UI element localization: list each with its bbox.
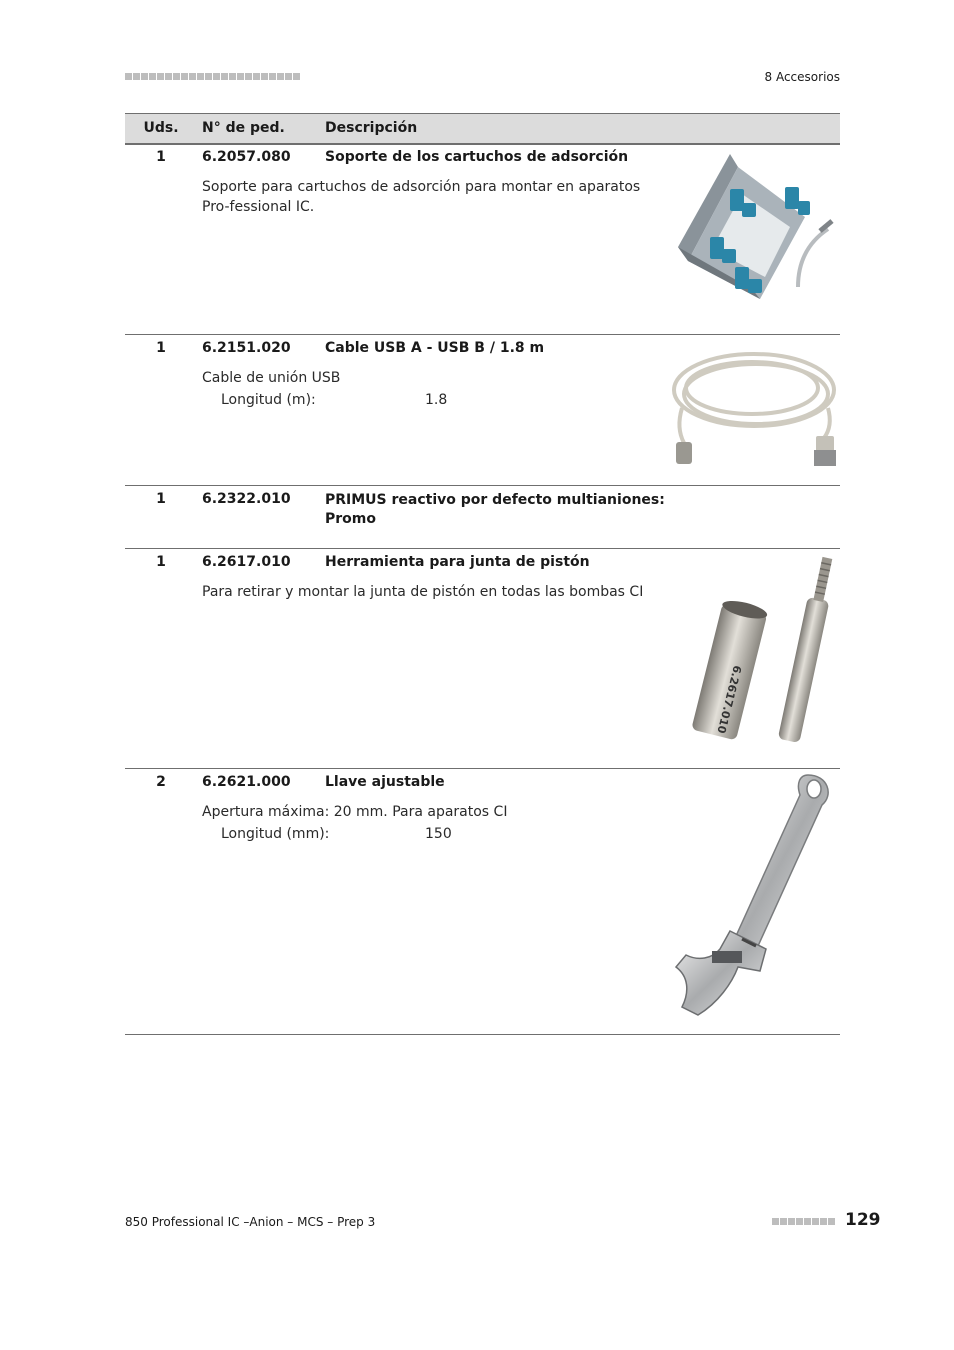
piston-seal-tool-image [668, 554, 840, 749]
table-row [125, 768, 840, 1034]
spec-label: Longitud (m): [221, 392, 316, 408]
chapter-title: 8 Accesorios [764, 70, 840, 84]
table-row [125, 334, 840, 485]
page-number: 129 [845, 1210, 881, 1230]
item-order-no: 6.2151.020 [202, 340, 291, 356]
item-qty: 2 [156, 774, 166, 790]
item-title: Herramienta para junta de pistón [325, 554, 590, 570]
item-description: Soporte para cartuchos de adsorción para montar en aparatos Pro-fessional IC. [202, 179, 641, 215]
item-order-no: 6.2057.080 [202, 149, 291, 165]
item-title-line-2: Promo [325, 511, 376, 527]
item-description: Cable de unión USB [202, 370, 341, 386]
item-title [325, 491, 665, 529]
cartridge-holder-image [670, 149, 840, 304]
spec-value: 150 [425, 826, 452, 842]
header-decoration [125, 73, 300, 80]
item-qty: 1 [156, 340, 166, 356]
adjustable-wrench-image [668, 771, 840, 1019]
table-row [125, 485, 840, 548]
column-header-order-no: N° de ped. [202, 120, 285, 136]
item-title: Soporte de los cartuchos de adsorción [325, 149, 629, 165]
footer-decoration [772, 1218, 835, 1225]
item-qty: 1 [156, 491, 166, 507]
item-order-no: 6.2621.000 [202, 774, 291, 790]
document-title: 850 Professional IC –Anion – MCS – Prep 3 [125, 1215, 376, 1229]
item-qty: 1 [156, 149, 166, 165]
item-order-no: 6.2322.010 [202, 491, 291, 507]
spec-label: Longitud (mm): [221, 826, 330, 842]
tool-label: 6.2617.010 [714, 664, 744, 735]
table-row [125, 143, 840, 334]
accessories-table [125, 113, 840, 842]
column-header-description: Descripción [325, 120, 418, 136]
item-description: Apertura máxima: 20 mm. Para aparatos CI [202, 804, 508, 820]
item-description: Para retirar y montar la junta de pistón en todas las bombas CI [202, 584, 644, 600]
spec-value: 1.8 [425, 392, 448, 408]
table-bottom-rule [125, 1034, 840, 1035]
item-title: Cable USB A - USB B / 1.8 m [325, 340, 545, 356]
item-qty: 1 [156, 554, 166, 570]
usb-cable-image [668, 338, 840, 473]
item-title: Llave ajustable [325, 774, 445, 790]
table-header [125, 113, 840, 145]
item-order-no: 6.2617.010 [202, 554, 291, 570]
column-header-qty: Uds. [143, 120, 179, 136]
table-row [125, 548, 840, 768]
item-title-line-1: PRIMUS reactivo por defecto multianiones: [325, 492, 665, 508]
